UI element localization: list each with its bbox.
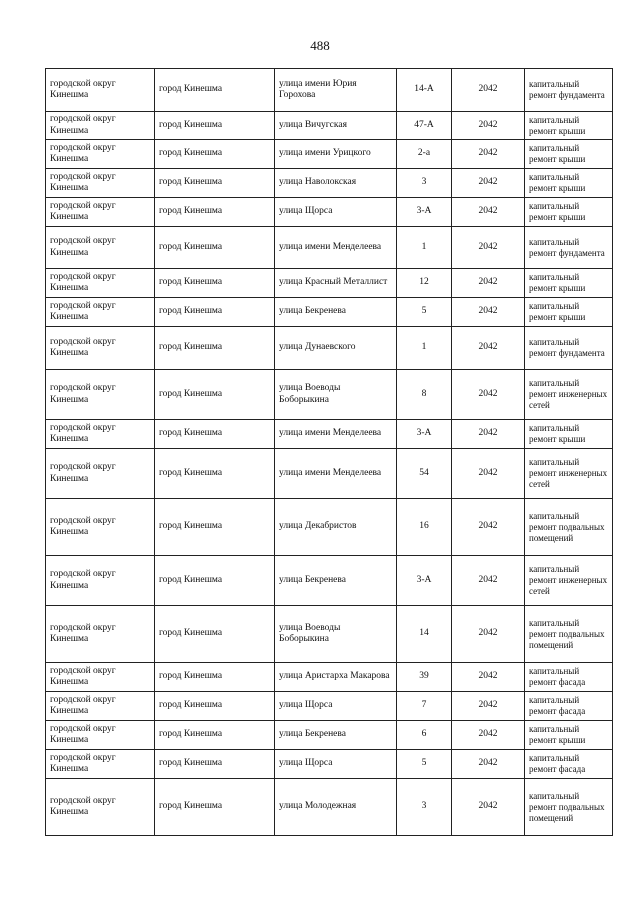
year-cell: 2042	[452, 692, 525, 721]
table-row	[46, 499, 613, 556]
street-cell: улица Дунаевского	[275, 327, 397, 370]
work-type-cell: капитальный ремонт крыши	[525, 420, 613, 449]
work-type-cell: капитальный ремонт крыши	[525, 298, 613, 327]
district-cell: городской округ Кинешма	[46, 750, 155, 779]
house-number-cell: 14-А	[397, 69, 452, 112]
work-type-cell: капитальный ремонт крыши	[525, 721, 613, 750]
house-number-cell: 1	[397, 227, 452, 269]
year-cell: 2042	[452, 169, 525, 198]
year-cell: 2042	[452, 298, 525, 327]
city-cell: город Кинешма	[155, 750, 275, 779]
house-number-cell: 14	[397, 606, 452, 663]
city-cell: город Кинешма	[155, 420, 275, 449]
city-cell: город Кинешма	[155, 327, 275, 370]
district-cell: городской округ Кинешма	[46, 140, 155, 169]
year-cell: 2042	[452, 449, 525, 499]
house-number-cell: 7	[397, 692, 452, 721]
house-number-cell: 3-А	[397, 556, 452, 606]
year-cell: 2042	[452, 112, 525, 140]
city-cell: город Кинешма	[155, 69, 275, 112]
year-cell: 2042	[452, 721, 525, 750]
house-number-cell: 12	[397, 269, 452, 298]
table-row	[46, 556, 613, 606]
year-cell: 2042	[452, 779, 525, 836]
table-row	[46, 69, 613, 112]
table-row	[46, 140, 613, 169]
house-number-cell: 6	[397, 721, 452, 750]
work-type-cell: капитальный ремонт фасада	[525, 750, 613, 779]
year-cell: 2042	[452, 420, 525, 449]
district-cell: городской округ Кинешма	[46, 779, 155, 836]
work-type-cell: капитальный ремонт крыши	[525, 198, 613, 227]
table-row	[46, 779, 613, 836]
district-cell: городской округ Кинешма	[46, 227, 155, 269]
city-cell: город Кинешма	[155, 370, 275, 420]
city-cell: город Кинешма	[155, 140, 275, 169]
house-number-cell: 3	[397, 779, 452, 836]
table-row	[46, 750, 613, 779]
table-row	[46, 169, 613, 198]
work-type-cell: капитальный ремонт подвальных помещений	[525, 499, 613, 556]
street-cell: улица Вичугская	[275, 112, 397, 140]
street-cell: улица имени Менделеева	[275, 420, 397, 449]
work-type-cell: капитальный ремонт подвальных помещений	[525, 779, 613, 836]
table-row	[46, 198, 613, 227]
year-cell: 2042	[452, 370, 525, 420]
house-number-cell: 5	[397, 298, 452, 327]
district-cell: городской округ Кинешма	[46, 721, 155, 750]
year-cell: 2042	[452, 198, 525, 227]
street-cell: улица Наволокская	[275, 169, 397, 198]
work-type-cell: капитальный ремонт инженерных сетей	[525, 370, 613, 420]
city-cell: город Кинешма	[155, 298, 275, 327]
street-cell: улица Бекренева	[275, 298, 397, 327]
work-type-cell: капитальный ремонт фундамента	[525, 69, 613, 112]
year-cell: 2042	[452, 327, 525, 370]
work-type-cell: капитальный ремонт фасада	[525, 692, 613, 721]
district-cell: городской округ Кинешма	[46, 499, 155, 556]
district-cell: городской округ Кинешма	[46, 198, 155, 227]
district-cell: городской округ Кинешма	[46, 370, 155, 420]
work-type-cell: капитальный ремонт инженерных сетей	[525, 449, 613, 499]
year-cell: 2042	[452, 499, 525, 556]
street-cell: улица Воеводы Боборыкина	[275, 370, 397, 420]
table-row	[46, 112, 613, 140]
street-cell: улица Щорса	[275, 692, 397, 721]
house-number-cell: 5	[397, 750, 452, 779]
year-cell: 2042	[452, 606, 525, 663]
table-row	[46, 606, 613, 663]
street-cell: улица Щорса	[275, 750, 397, 779]
street-cell: улица Красный Металлист	[275, 269, 397, 298]
table-row	[46, 327, 613, 370]
house-number-cell: 16	[397, 499, 452, 556]
work-type-cell: капитальный ремонт фасада	[525, 663, 613, 692]
district-cell: городской округ Кинешма	[46, 112, 155, 140]
work-type-cell: капитальный ремонт инженерных сетей	[525, 556, 613, 606]
year-cell: 2042	[452, 69, 525, 112]
work-type-cell: капитальный ремонт фундамента	[525, 327, 613, 370]
year-cell: 2042	[452, 140, 525, 169]
house-number-cell: 54	[397, 449, 452, 499]
year-cell: 2042	[452, 750, 525, 779]
city-cell: город Кинешма	[155, 227, 275, 269]
year-cell: 2042	[452, 227, 525, 269]
work-type-cell: капитальный ремонт фундамента	[525, 227, 613, 269]
house-number-cell: 3-А	[397, 198, 452, 227]
street-cell: улица Воеводы Боборыкина	[275, 606, 397, 663]
house-number-cell: 3-А	[397, 420, 452, 449]
table-row	[46, 298, 613, 327]
page-number: 488	[310, 38, 330, 53]
city-cell: город Кинешма	[155, 606, 275, 663]
house-number-cell: 47-А	[397, 112, 452, 140]
repair-schedule-table	[45, 68, 613, 836]
work-type-cell: капитальный ремонт крыши	[525, 169, 613, 198]
year-cell: 2042	[452, 269, 525, 298]
street-cell: улица Щорса	[275, 198, 397, 227]
city-cell: город Кинешма	[155, 499, 275, 556]
street-cell: улица Молодежная	[275, 779, 397, 836]
street-cell: улица Аристарха Макарова	[275, 663, 397, 692]
district-cell: городской округ Кинешма	[46, 449, 155, 499]
city-cell: город Кинешма	[155, 779, 275, 836]
city-cell: город Кинешма	[155, 169, 275, 198]
city-cell: город Кинешма	[155, 721, 275, 750]
city-cell: город Кинешма	[155, 112, 275, 140]
work-type-cell: капитальный ремонт подвальных помещений	[525, 606, 613, 663]
city-cell: город Кинешма	[155, 556, 275, 606]
table-row	[46, 721, 613, 750]
street-cell: улица Декабристов	[275, 499, 397, 556]
district-cell: городской округ Кинешма	[46, 692, 155, 721]
district-cell: городской округ Кинешма	[46, 556, 155, 606]
house-number-cell: 2-а	[397, 140, 452, 169]
street-cell: улица Бекренева	[275, 721, 397, 750]
city-cell: город Кинешма	[155, 269, 275, 298]
table-row	[46, 420, 613, 449]
city-cell: город Кинешма	[155, 198, 275, 227]
work-type-cell: капитальный ремонт крыши	[525, 269, 613, 298]
district-cell: городской округ Кинешма	[46, 663, 155, 692]
table-row	[46, 663, 613, 692]
street-cell: улица имени Юрия Горохова	[275, 69, 397, 112]
street-cell: улица имени Менделеева	[275, 449, 397, 499]
street-cell: улица Бекренева	[275, 556, 397, 606]
year-cell: 2042	[452, 663, 525, 692]
work-type-cell: капитальный ремонт крыши	[525, 140, 613, 169]
city-cell: город Кинешма	[155, 449, 275, 499]
district-cell: городской округ Кинешма	[46, 169, 155, 198]
house-number-cell: 39	[397, 663, 452, 692]
district-cell: городской округ Кинешма	[46, 606, 155, 663]
year-cell: 2042	[452, 556, 525, 606]
city-cell: город Кинешма	[155, 692, 275, 721]
table-row	[46, 227, 613, 269]
district-cell: городской округ Кинешма	[46, 298, 155, 327]
city-cell: город Кинешма	[155, 663, 275, 692]
street-cell: улица имени Менделеева	[275, 227, 397, 269]
table-row	[46, 692, 613, 721]
work-type-cell: капитальный ремонт крыши	[525, 112, 613, 140]
district-cell: городской округ Кинешма	[46, 327, 155, 370]
district-cell: городской округ Кинешма	[46, 420, 155, 449]
house-number-cell: 8	[397, 370, 452, 420]
house-number-cell: 1	[397, 327, 452, 370]
table-row	[46, 370, 613, 420]
district-cell: городской округ Кинешма	[46, 269, 155, 298]
house-number-cell: 3	[397, 169, 452, 198]
street-cell: улица имени Урицкого	[275, 140, 397, 169]
table-row	[46, 449, 613, 499]
table-row	[46, 269, 613, 298]
district-cell: городской округ Кинешма	[46, 69, 155, 112]
